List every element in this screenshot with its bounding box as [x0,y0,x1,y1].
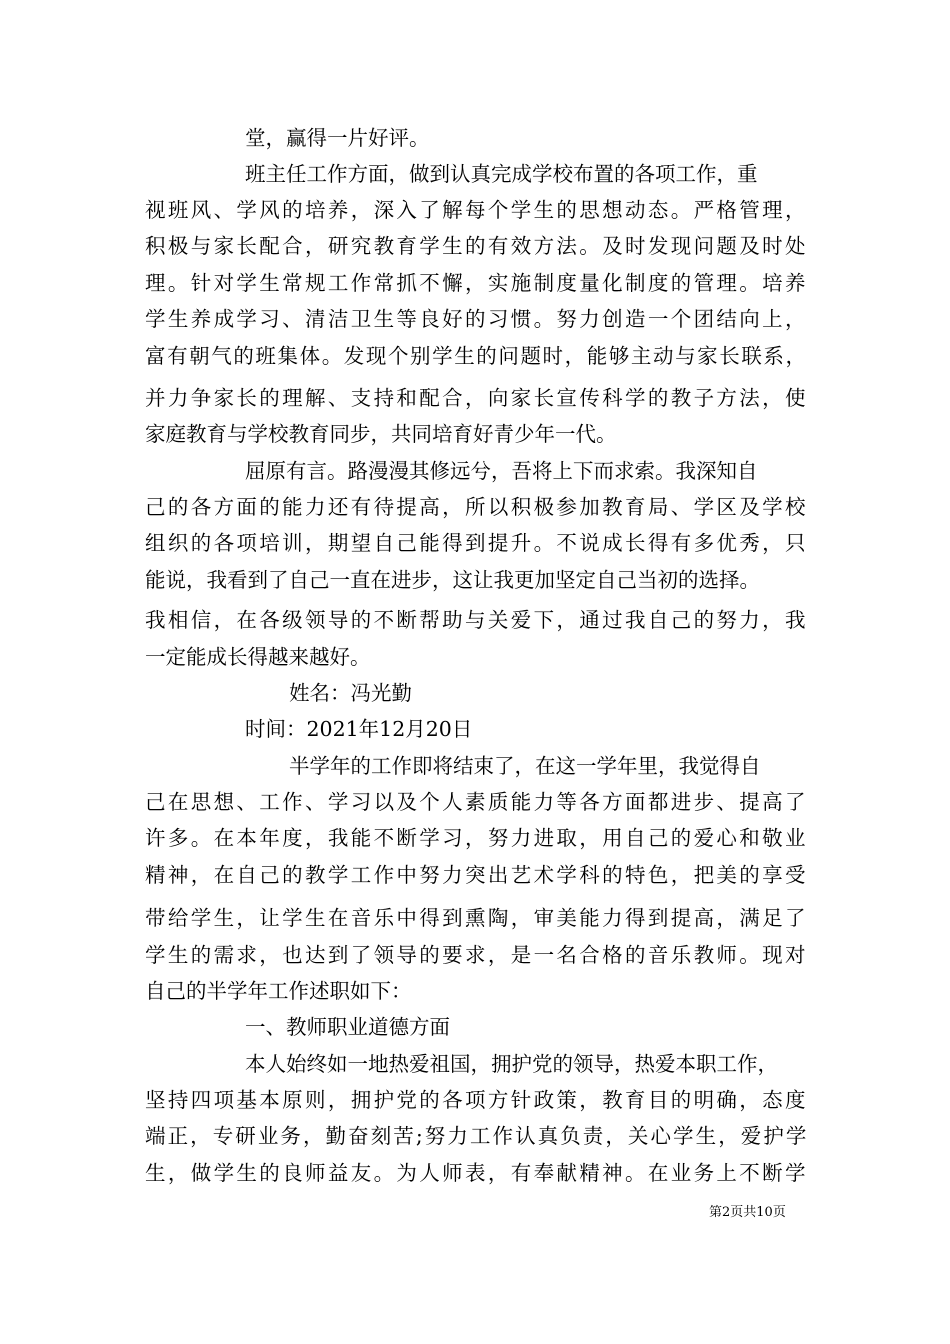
text-line: 富有朝气的班集体。发现个别学生的问题时，能够主动与家长联系， [145,344,808,368]
text-line: 自己的半学年工作述职如下： [145,979,412,1003]
text-line: 学生的需求，也达到了领导的要求，是一名合格的音乐教师。现对 [145,943,808,967]
text-line: 积极与家长配合，研究教育学生的有效方法。及时发现问题及时处 [145,234,808,258]
section-heading: 一、教师职业道德方面 [245,1015,450,1039]
text-line: 带给学生，让学生在音乐中得到熏陶，审美能力得到提高，满足了 [145,906,808,930]
text-line: 堂，赢得一片好评。 [245,126,430,150]
text-line: 一定能成长得越来越好。 [145,645,371,669]
text-line: 班主任工作方面，做到认真完成学校布置的各项工作，重 [245,162,758,186]
text-line: 视班风、学风的培养，深入了解每个学生的思想动态。严格管理， [145,198,808,222]
text-line: 我相信，在各级领导的不断帮助与关爱下，通过我自己的努力，我 [145,608,808,632]
text-line: 屈原有言。路漫漫其修远兮，吾将上下而求索。我深知自 [245,459,758,483]
text-line: 组织的各项培训，期望自己能得到提升。不说成长得有多优秀，只 [145,531,808,555]
text-line: 并力争家长的理解、支持和配合，向家长宣传科学的教子方法，使 [145,386,808,410]
text-line: 许多。在本年度，我能不断学习，努力进取，用自己的爱心和敬业 [145,826,808,850]
text-line: 生，做学生的良师益友。为人师表，有奉献精神。在业务上不断学 [145,1161,808,1185]
page-number: 第2页共10页 [709,1205,786,1220]
text-line: 坚持四项基本原则，拥护党的各项方针政策，教育目的明确，态度 [145,1088,808,1112]
text-line: 己在思想、工作、学习以及个人素质能力等各方面都进步、提高了 [145,790,808,814]
text-line: 本人始终如一地热爱祖国，拥护党的领导，热爱本职工作， [245,1052,778,1076]
text-line: 学生养成学习、清洁卫生等良好的习惯。努力创造一个团结向上， [145,307,808,331]
text-line: 理。针对学生常规工作常抓不懈，实施制度量化制度的管理。培养 [145,271,808,295]
text-line: 精神，在自己的教学工作中努力突出艺术学科的特色，把美的享受 [145,863,808,887]
text-line: 能说，我看到了自己一直在进步，这让我更加坚定自己当初的选择。 [145,568,760,592]
text-line: 半学年的工作即将结束了，在这一学年里，我觉得自 [289,754,761,778]
date-line: 时间：2021年12月20日 [245,717,473,741]
author-name: 姓名：冯光勤 [289,681,412,705]
text-line: 己的各方面的能力还有待提高，所以积极参加教育局、学区及学校 [145,495,808,519]
text-line: 家庭教育与学校教育同步，共同培育好青少年一代。 [145,422,617,446]
text-line: 端正，专研业务，勤奋刻苦;努力工作认真负责，关心学生，爱护学 [145,1124,809,1148]
